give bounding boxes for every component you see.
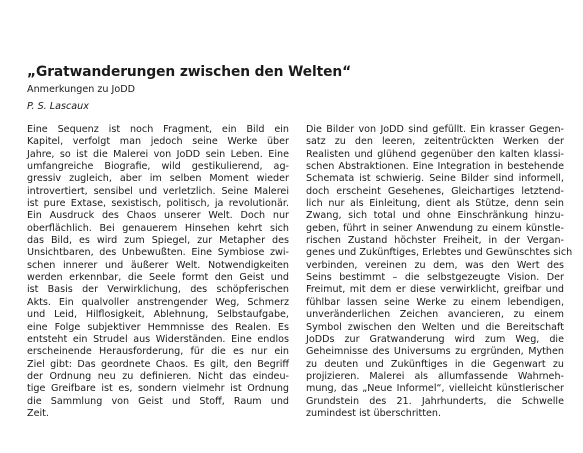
text-line: ist pure Extase, sexistisch, politisch, ja revolutionär. [27, 198, 289, 210]
text-line: Eine Sequenz ist noch Fragment, ein Bild ein [27, 124, 289, 135]
text-line: Jahre, so ist die Malerei von JoDD sein Leben. Eine [27, 148, 289, 160]
text-line: eine Folge subjektiver Hemmnisse des Realen. Es [27, 321, 289, 333]
text-line: lich nur als Einleitung, dient als Stütze, denn sein [306, 198, 564, 210]
article-title: „Gratwanderungen zwischen den Welten“ [27, 64, 352, 80]
text-line: Seins bestimmt – die selbstgezeugte Vision. Der [306, 272, 564, 284]
text-line: tige Greifbare ist es, sondern vielmehr ist Ordnung [27, 383, 289, 395]
text-line: Kapitel, verfolgt man jedoch seine Werke über [27, 136, 289, 148]
text-line: entsteht ein Strudel aus Widerständen. Eine endlos [27, 333, 289, 345]
text-line: geben, führt in seiner Anwendung zu einem künstle- [306, 222, 564, 234]
text-line: der Ordnung neu zu definieren. Nicht das eindeu- [27, 370, 289, 382]
text-line: mung, das „Neue Informel“, vielleicht künstlerischer [306, 383, 564, 395]
text-line: unveränderlichen Zeichen avancieren, zu einem [306, 309, 564, 321]
text-line: satz zu den leeren, zeitentrückten Werken der [306, 136, 564, 148]
text-line: oberflächlich. Bei genauerem Hinsehen kehrt sich [27, 222, 289, 234]
text-line: Zeit. [27, 407, 49, 419]
text-line: Die Bilder von JoDD sind gefüllt. Ein krasser Gegen- [306, 124, 564, 135]
text-line: erscheinende Herausforderung, für die es nur ein [27, 346, 289, 358]
text-line: fühlbar lassen seine Werke zu einem lebendigen, [306, 296, 564, 308]
text-line: Ein Ausdruck des Chaos unserer Welt. Doch nur [27, 210, 289, 222]
text-line: Zwang, sich total und ohne Einschränkung hinzu- [306, 210, 564, 222]
text-line: Schemata ist schwierig. Seine Bilder sind informell, [306, 173, 564, 185]
right-column [306, 124, 573, 420]
text-line: rischen Zustand höchster Freiheit, in der Vergan- [306, 235, 564, 247]
text-line: projizieren. Malerei als allumfassende Wahrneh- [306, 370, 564, 382]
text-line: schen Abstraktionen. Eine Integration in bestehende [306, 161, 564, 173]
text-line: zumindest ist überschritten. [306, 407, 442, 419]
text-line: zu deuten und Zukünftiges in die Gegenwart zu [306, 358, 564, 370]
text-line: ist Basis der Verwirklichung, des schöpferischen [27, 284, 289, 296]
text-line: doch erscheint Gesehenes, Gleichartiges letztend- [306, 185, 564, 197]
text-line: Geheimnisse des Universums zu ergründen, Mythen [306, 346, 564, 358]
text-line: die Sammlung von Geist und Stoff, Raum und [27, 395, 289, 407]
text-line: das Bild, es wird zum Spiegel, zur Metapher des [27, 235, 289, 247]
text-line: Symbol zwischen den Welten und die Bereitschaft [306, 321, 564, 333]
text-line: Akts. Ein qualvoller anstrengender Weg, Schmerz [27, 296, 289, 308]
article-author: P. S. Lascaux [27, 101, 89, 112]
text-line: gressiv zugleich, aber im selben Moment wieder [27, 173, 289, 185]
text-line: verbinden, vereinen zu dem, was den Wert des [306, 259, 564, 271]
article-subtitle: Anmerkungen zu JoDD [27, 84, 136, 95]
text-line: Freimut, mit dem er diese verwirklicht, greifbar und [306, 284, 564, 296]
text-line: JoDDs zur Gratwanderung wird zum Weg, die [306, 333, 564, 345]
text-line: introvertiert, sensibel und verletzlich. Seine Malerei [27, 185, 289, 197]
text-line: und Leid, Hilflosigkeit, Ablehnung, Selbstaufgabe, [27, 309, 289, 321]
text-line: schen innerer und äußerer Welt. Notwendigkeiten [27, 259, 289, 271]
text-line: Realisten und glühend gegenüber den kalten klassi- [306, 148, 564, 160]
text-line: genes und Zukünftiges, Erlebtes und Gewünschtes sich [306, 247, 573, 259]
text-line: Unsichtbaren, des Unbewußten. Eine Symbiose zwi- [27, 247, 289, 259]
text-line: umfangreiche Biografie, wild gestikulierend, ag- [27, 161, 289, 173]
left-column [27, 124, 289, 420]
text-line: werden erkennbar, die Seele formt den Geist und [27, 272, 289, 284]
text-line: Ziel gibt: Das geordnete Chaos. Es gilt, den Begriff [27, 358, 289, 370]
text-line: Grundstein des 21. Jahrhunderts, die Schwelle [306, 395, 564, 407]
